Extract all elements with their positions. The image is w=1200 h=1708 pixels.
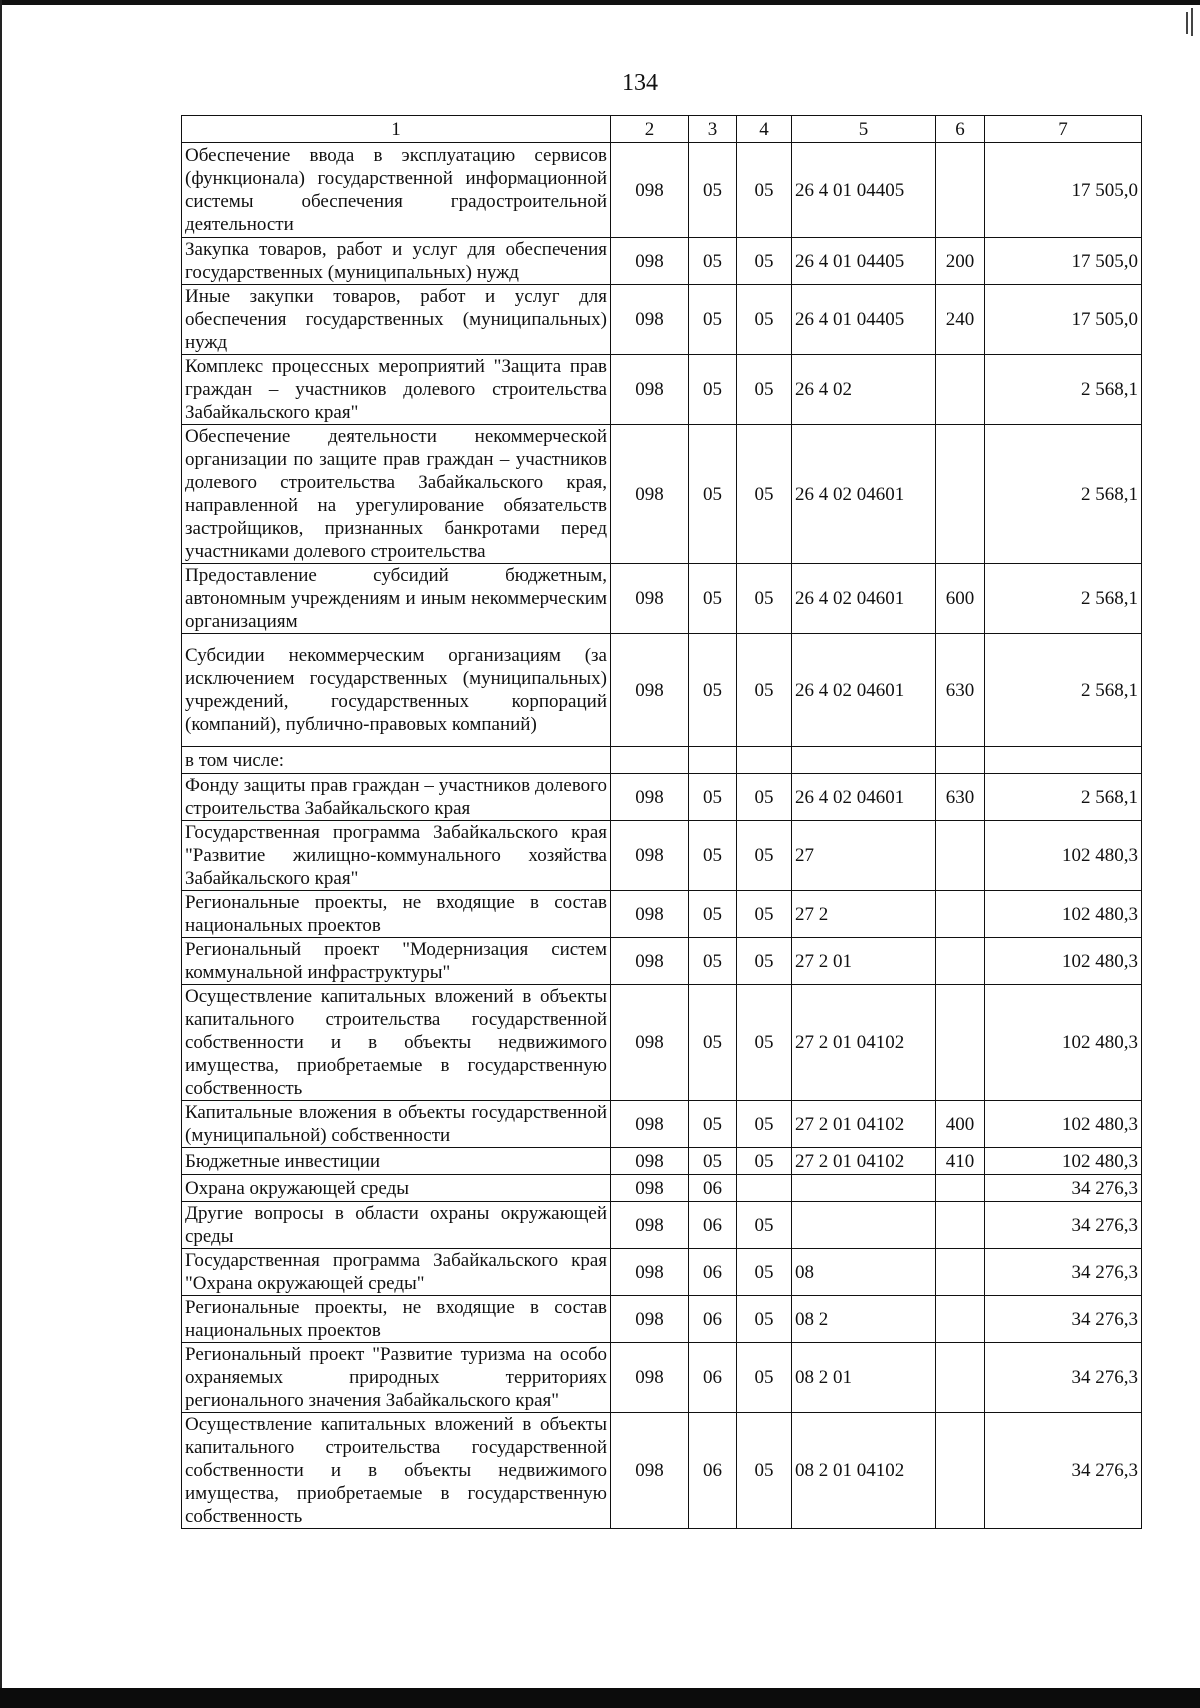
grbs-code: 098 bbox=[611, 891, 689, 938]
table-row bbox=[182, 564, 1142, 634]
table-row bbox=[182, 143, 1142, 238]
subsection-code: 05 bbox=[737, 774, 792, 821]
section-code: 06 bbox=[689, 1175, 737, 1202]
target-article-code: 26 4 01 04405 bbox=[792, 238, 936, 285]
grbs-code: 098 bbox=[611, 564, 689, 634]
expense-type-code: 400 bbox=[936, 1101, 985, 1148]
table-row bbox=[182, 1296, 1142, 1343]
section-code: 05 bbox=[689, 285, 737, 355]
table-row bbox=[182, 891, 1142, 938]
expense-type-code: 600 bbox=[936, 564, 985, 634]
grbs-code: 098 bbox=[611, 985, 689, 1101]
target-article-code: 26 4 02 04601 bbox=[792, 634, 936, 747]
expense-type-code bbox=[936, 747, 985, 774]
expense-type-code bbox=[936, 891, 985, 938]
expense-type-code: 630 bbox=[936, 634, 985, 747]
section-code: 05 bbox=[689, 985, 737, 1101]
row-description: Государственная программа Забайкальского края "Развитие жилищно-коммунального хозяйства Забайкальского края" bbox=[182, 821, 611, 891]
table-row bbox=[182, 425, 1142, 564]
amount: 2 568,1 bbox=[985, 355, 1142, 425]
table-row bbox=[182, 285, 1142, 355]
table-header-row bbox=[182, 116, 1142, 143]
grbs-code: 098 bbox=[611, 1249, 689, 1296]
subsection-code: 05 bbox=[737, 1413, 792, 1529]
grbs-code: 098 bbox=[611, 774, 689, 821]
amount: 102 480,3 bbox=[985, 821, 1142, 891]
section-code: 06 bbox=[689, 1249, 737, 1296]
section-code: 05 bbox=[689, 425, 737, 564]
subsection-code: 05 bbox=[737, 634, 792, 747]
column-header: 4 bbox=[737, 116, 792, 143]
target-article-code: 27 2 01 04102 bbox=[792, 1101, 936, 1148]
column-header: 5 bbox=[792, 116, 936, 143]
grbs-code: 098 bbox=[611, 1343, 689, 1413]
expense-type-code bbox=[936, 1413, 985, 1529]
table-row bbox=[182, 747, 1142, 774]
table-row bbox=[182, 1249, 1142, 1296]
subsection-code bbox=[737, 1175, 792, 1202]
expense-type-code bbox=[936, 1296, 985, 1343]
row-description: Региональный проект "Развитие туризма на особо охраняемых природных территориях регионального значения Забайкальского края" bbox=[182, 1343, 611, 1413]
target-article-code bbox=[792, 1202, 936, 1249]
grbs-code: 098 bbox=[611, 1202, 689, 1249]
grbs-code: 098 bbox=[611, 285, 689, 355]
row-description: Субсидии некоммерческим организациям (за исключением государственных (муниципальных) учреждений, государственных корпораций (компаний), публично-правовых компаний) bbox=[182, 634, 611, 747]
grbs-code: 098 bbox=[611, 634, 689, 747]
row-description: Иные закупки товаров, работ и услуг для обеспечения государственных (муниципальных) нужд bbox=[182, 285, 611, 355]
row-description: Обеспечение ввода в эксплуатацию сервисов (функционала) государственной информационной системы обеспечения градостроительной деятельности bbox=[182, 143, 611, 238]
section-code: 05 bbox=[689, 238, 737, 285]
target-article-code: 26 4 02 04601 bbox=[792, 774, 936, 821]
amount: 34 276,3 bbox=[985, 1296, 1142, 1343]
amount: 17 505,0 bbox=[985, 285, 1142, 355]
expense-type-code: 200 bbox=[936, 238, 985, 285]
target-article-code: 08 2 bbox=[792, 1296, 936, 1343]
grbs-code: 098 bbox=[611, 1296, 689, 1343]
table-row bbox=[182, 1343, 1142, 1413]
section-code bbox=[689, 747, 737, 774]
amount: 34 276,3 bbox=[985, 1343, 1142, 1413]
subsection-code: 05 bbox=[737, 821, 792, 891]
table-row bbox=[182, 1148, 1142, 1175]
section-code: 05 bbox=[689, 634, 737, 747]
target-article-code: 27 2 bbox=[792, 891, 936, 938]
subsection-code: 05 bbox=[737, 985, 792, 1101]
row-description: Обеспечение деятельности некоммерческой организации по защите прав граждан – участников долевого строительства Забайкальского края, направленной на урегулирование обязательств застройщиков, признанных банкротами перед участниками долевого строительства bbox=[182, 425, 611, 564]
scan-border-left bbox=[0, 0, 2, 1708]
amount: 102 480,3 bbox=[985, 938, 1142, 985]
row-description: Осуществление капитальных вложений в объекты капитального строительства государственной собственности и в объекты недвижимого имущества, приобретаемые в государственную собственность bbox=[182, 985, 611, 1101]
page-number: 134 bbox=[622, 70, 658, 96]
column-header: 3 bbox=[689, 116, 737, 143]
table-row bbox=[182, 985, 1142, 1101]
amount: 2 568,1 bbox=[985, 564, 1142, 634]
amount: 17 505,0 bbox=[985, 238, 1142, 285]
amount: 2 568,1 bbox=[985, 774, 1142, 821]
column-header: 1 bbox=[182, 116, 611, 143]
subsection-code: 05 bbox=[737, 938, 792, 985]
section-code: 05 bbox=[689, 821, 737, 891]
row-description: Государственная программа Забайкальского края "Охрана окружающей среды" bbox=[182, 1249, 611, 1296]
scan-edge-mark bbox=[1186, 12, 1188, 34]
row-description: Комплекс процессных мероприятий "Защита прав граждан – участников долевого строительства Забайкальского края" bbox=[182, 355, 611, 425]
subsection-code: 05 bbox=[737, 1148, 792, 1175]
table-row bbox=[182, 821, 1142, 891]
amount: 102 480,3 bbox=[985, 1101, 1142, 1148]
grbs-code: 098 bbox=[611, 425, 689, 564]
expense-type-code bbox=[936, 355, 985, 425]
expense-type-code: 410 bbox=[936, 1148, 985, 1175]
row-description: Закупка товаров, работ и услуг для обеспечения государственных (муниципальных) нужд bbox=[182, 238, 611, 285]
table-row bbox=[182, 634, 1142, 747]
column-header: 6 bbox=[936, 116, 985, 143]
subsection-code: 05 bbox=[737, 891, 792, 938]
section-code: 05 bbox=[689, 143, 737, 238]
table-row bbox=[182, 1202, 1142, 1249]
column-header: 7 bbox=[985, 116, 1142, 143]
expense-type-code bbox=[936, 143, 985, 238]
expense-type-code bbox=[936, 1343, 985, 1413]
grbs-code: 098 bbox=[611, 1148, 689, 1175]
amount: 2 568,1 bbox=[985, 425, 1142, 564]
target-article-code bbox=[792, 747, 936, 774]
expense-type-code bbox=[936, 1202, 985, 1249]
subsection-code bbox=[737, 747, 792, 774]
row-description: Фонду защиты прав граждан – участников долевого строительства Забайкальского края bbox=[182, 774, 611, 821]
amount: 17 505,0 bbox=[985, 143, 1142, 238]
section-code: 05 bbox=[689, 938, 737, 985]
target-article-code: 26 4 02 bbox=[792, 355, 936, 425]
target-article-code: 26 4 01 04405 bbox=[792, 285, 936, 355]
section-code: 06 bbox=[689, 1296, 737, 1343]
subsection-code: 05 bbox=[737, 285, 792, 355]
table-row bbox=[182, 355, 1142, 425]
table-row bbox=[182, 1413, 1142, 1529]
table-row bbox=[182, 774, 1142, 821]
section-code: 05 bbox=[689, 1148, 737, 1175]
grbs-code bbox=[611, 747, 689, 774]
expense-type-code: 240 bbox=[936, 285, 985, 355]
expense-type-code bbox=[936, 938, 985, 985]
budget-table bbox=[181, 115, 1142, 1529]
amount: 34 276,3 bbox=[985, 1202, 1142, 1249]
grbs-code: 098 bbox=[611, 1413, 689, 1529]
grbs-code: 098 bbox=[611, 143, 689, 238]
table-row bbox=[182, 1101, 1142, 1148]
amount: 34 276,3 bbox=[985, 1413, 1142, 1529]
target-article-code: 08 2 01 bbox=[792, 1343, 936, 1413]
target-article-code: 27 2 01 bbox=[792, 938, 936, 985]
grbs-code: 098 bbox=[611, 821, 689, 891]
target-article-code: 26 4 02 04601 bbox=[792, 425, 936, 564]
amount: 102 480,3 bbox=[985, 985, 1142, 1101]
section-code: 06 bbox=[689, 1343, 737, 1413]
amount: 102 480,3 bbox=[985, 1148, 1142, 1175]
table-row bbox=[182, 1175, 1142, 1202]
target-article-code: 08 2 01 04102 bbox=[792, 1413, 936, 1529]
expense-type-code bbox=[936, 985, 985, 1101]
subsection-code: 05 bbox=[737, 143, 792, 238]
scan-edge-mark bbox=[1191, 8, 1193, 36]
expense-type-code: 630 bbox=[936, 774, 985, 821]
expense-type-code bbox=[936, 821, 985, 891]
target-article-code bbox=[792, 1175, 936, 1202]
table-row bbox=[182, 238, 1142, 285]
row-description: Другие вопросы в области охраны окружающей среды bbox=[182, 1202, 611, 1249]
amount: 34 276,3 bbox=[985, 1175, 1142, 1202]
table-row bbox=[182, 938, 1142, 985]
subsection-code: 05 bbox=[737, 238, 792, 285]
grbs-code: 098 bbox=[611, 238, 689, 285]
expense-type-code bbox=[936, 425, 985, 564]
target-article-code: 27 2 01 04102 bbox=[792, 985, 936, 1101]
row-description: Предоставление субсидий бюджетным, автономным учреждениям и иным некоммерческим организациям bbox=[182, 564, 611, 634]
row-description: Капитальные вложения в объекты государственной (муниципальной) собственности bbox=[182, 1101, 611, 1148]
grbs-code: 098 bbox=[611, 355, 689, 425]
scan-border-bottom bbox=[0, 1688, 1200, 1708]
scan-border-top bbox=[0, 0, 1200, 5]
amount: 102 480,3 bbox=[985, 891, 1142, 938]
row-description: Региональный проект "Модернизация систем коммунальной инфраструктуры" bbox=[182, 938, 611, 985]
expense-type-code bbox=[936, 1175, 985, 1202]
subsection-code: 05 bbox=[737, 1101, 792, 1148]
amount bbox=[985, 747, 1142, 774]
section-code: 06 bbox=[689, 1413, 737, 1529]
subsection-code: 05 bbox=[737, 1202, 792, 1249]
section-code: 05 bbox=[689, 564, 737, 634]
subsection-code: 05 bbox=[737, 1249, 792, 1296]
section-code: 05 bbox=[689, 355, 737, 425]
target-article-code: 27 2 01 04102 bbox=[792, 1148, 936, 1175]
grbs-code: 098 bbox=[611, 1175, 689, 1202]
row-description: Региональные проекты, не входящие в состав национальных проектов bbox=[182, 1296, 611, 1343]
section-code: 05 bbox=[689, 891, 737, 938]
subsection-code: 05 bbox=[737, 1343, 792, 1413]
target-article-code: 26 4 02 04601 bbox=[792, 564, 936, 634]
subsection-code: 05 bbox=[737, 355, 792, 425]
subsection-code: 05 bbox=[737, 564, 792, 634]
row-description: Бюджетные инвестиции bbox=[182, 1148, 611, 1175]
column-header: 2 bbox=[611, 116, 689, 143]
target-article-code: 27 bbox=[792, 821, 936, 891]
subsection-code: 05 bbox=[737, 1296, 792, 1343]
subsection-code: 05 bbox=[737, 425, 792, 564]
expense-type-code bbox=[936, 1249, 985, 1296]
section-code: 05 bbox=[689, 774, 737, 821]
row-description: в том числе: bbox=[182, 747, 611, 774]
amount: 2 568,1 bbox=[985, 634, 1142, 747]
section-code: 05 bbox=[689, 1101, 737, 1148]
row-description: Осуществление капитальных вложений в объекты капитального строительства государственной собственности и в объекты недвижимого имущества, приобретаемые в государственную собственность bbox=[182, 1413, 611, 1529]
row-description: Охрана окружающей среды bbox=[182, 1175, 611, 1202]
section-code: 06 bbox=[689, 1202, 737, 1249]
grbs-code: 098 bbox=[611, 1101, 689, 1148]
target-article-code: 08 bbox=[792, 1249, 936, 1296]
target-article-code: 26 4 01 04405 bbox=[792, 143, 936, 238]
amount: 34 276,3 bbox=[985, 1249, 1142, 1296]
row-description: Региональные проекты, не входящие в состав национальных проектов bbox=[182, 891, 611, 938]
grbs-code: 098 bbox=[611, 938, 689, 985]
